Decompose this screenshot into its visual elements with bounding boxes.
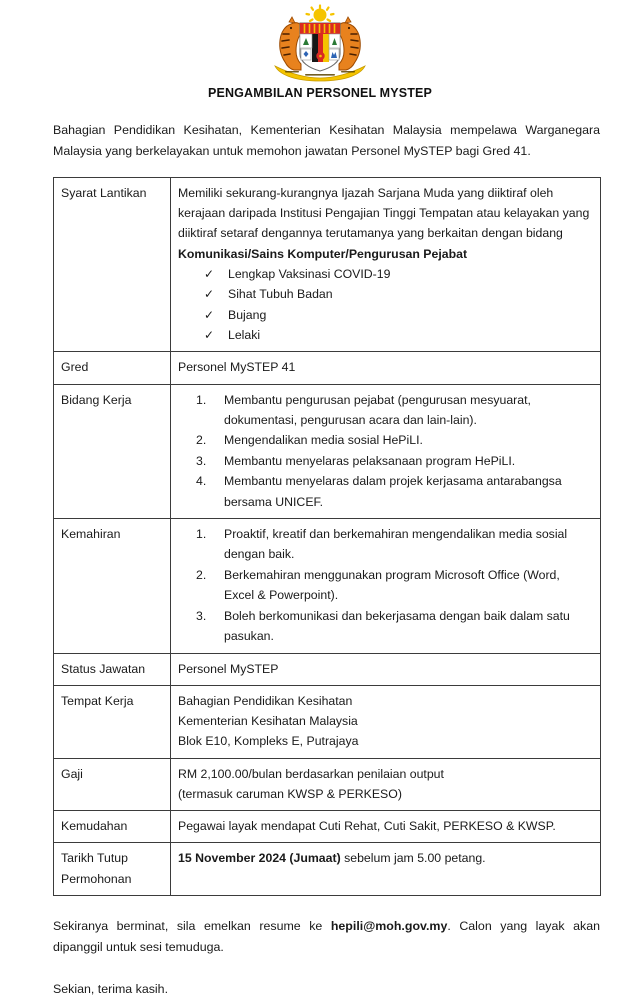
list-item-label: Bujang [228, 307, 267, 322]
table-row [54, 811, 601, 843]
list-item-label: Membantu menyelaras pelaksanaan program HePiLI. [224, 453, 516, 468]
row-label-status-jawatan: Status Jawatan [54, 653, 171, 685]
row-label-kemudahan: Kemudahan [54, 811, 171, 843]
list-item-label: Boleh berkomunikasi dan bekerjasama dengan baik dalam satu pasukan. [224, 608, 570, 644]
bidang-kerja-list [178, 390, 593, 512]
list-item [204, 325, 593, 345]
table-row [54, 758, 601, 811]
list-item [196, 565, 593, 606]
check-icon: ✓ [204, 287, 215, 302]
row-label-tarikh-tutup [54, 843, 171, 896]
address-line: Kementerian Kesihatan Malaysia [178, 714, 358, 729]
syarat-text-bold: Komunikasi/Sains Komputer/Pengurusan Pejabat [178, 246, 468, 261]
syarat-text-normal: Memiliki sekurang-kurangnya Ijazah Sarjana Muda yang diiktiraf oleh kerajaan daripada Institusi Pengajian Tinggi Tempatan atau kelayakan yang diiktiraf setaraf dengannya terutamanya yang berkaitan dengan bidang [178, 186, 590, 241]
closing-text-after: . Calon yang layak akan dipanggil untuk sesi temuduga. [53, 919, 600, 954]
table-row [54, 653, 601, 685]
list-item [204, 264, 593, 284]
closing-text-before: Sekiranya berminat, sila emelkan resume ke [53, 919, 331, 933]
crest-container [0, 0, 640, 82]
list-item [196, 430, 593, 450]
row-value-tempat-kerja [171, 685, 601, 758]
closing-paragraph [53, 916, 600, 957]
row-label-gaji: Gaji [54, 758, 171, 811]
malaysia-coat-of-arms-icon [261, 4, 379, 82]
label-line: Tarikh Tutup [61, 851, 128, 866]
row-value-gaji [171, 758, 601, 811]
row-value-status-jawatan: Personel MySTEP [171, 653, 601, 685]
list-item-label: Membantu menyelaras dalam projek kerjasama antarabangsa bersama UNICEF. [224, 474, 562, 509]
row-value-bidang-kerja [171, 384, 601, 518]
check-icon: ✓ [204, 328, 215, 343]
closing-date: 15 November 2024 (Jumaat) [178, 851, 341, 866]
closing-time: sebelum jam 5.00 petang. [340, 851, 486, 866]
row-label-kemahiran: Kemahiran [54, 519, 171, 653]
intro-paragraph: Bahagian Pendidikan Kesihatan, Kementerian Kesihatan Malaysia mempelawa Warganegara Malaysia yang berkelayakan untuk memohon jawatan Personel MySTEP bagi Gred 41. [53, 123, 600, 158]
shield-icon [300, 23, 340, 71]
address-line: Blok E10, Kompleks E, Putrajaya [178, 734, 359, 749]
list-item [196, 390, 593, 431]
salary-line: (termasuk caruman KWSP & PERKESO) [178, 786, 402, 801]
address-line: Bahagian Pendidikan Kesihatan [178, 693, 353, 708]
page-title: PENGAMBILAN PERSONEL MYSTEP [208, 86, 432, 100]
row-label-tempat-kerja: Tempat Kerja [54, 685, 171, 758]
row-value-syarat-lantikan [171, 178, 601, 352]
table-row [54, 384, 601, 518]
table-row [54, 352, 601, 384]
list-item [204, 284, 593, 304]
check-icon: ✓ [204, 307, 215, 322]
row-value-tarikh-tutup [171, 843, 601, 896]
row-label-gred: Gred [54, 352, 171, 384]
list-item [204, 305, 593, 325]
syarat-check-list [178, 264, 593, 346]
list-item [196, 524, 593, 565]
list-item-label: Sihat Tubuh Badan [228, 287, 333, 302]
tiger-left-icon [280, 17, 302, 70]
kemahiran-list [178, 524, 593, 646]
table-row [54, 178, 601, 352]
list-item-label: Lelaki [228, 328, 261, 343]
list-item-label: Berkemahiran menggunakan program Microsoft Office (Word, Excel & Powerpoint). [224, 567, 560, 603]
check-icon: ✓ [204, 266, 215, 281]
row-label-bidang-kerja: Bidang Kerja [54, 384, 171, 518]
row-value-kemudahan: Pegawai layak mendapat Cuti Rehat, Cuti Sakit, PERKESO & KWSP. [171, 811, 601, 843]
table-row [54, 843, 601, 896]
row-value-kemahiran [171, 519, 601, 653]
list-item [196, 606, 593, 647]
tiger-right-icon [338, 17, 360, 70]
list-item-label: Lengkap Vaksinasi COVID-19 [228, 266, 391, 281]
list-item-label: Membantu pengurusan pejabat (pengurusan mesyuarat, dokumentasi, pengurusan acara dan lain-lain). [224, 392, 531, 428]
row-value-gred: Personel MySTEP 41 [171, 352, 601, 384]
salary-line: RM 2,100.00/bulan berdasarkan penilaian output [178, 766, 444, 781]
list-item [196, 471, 593, 512]
list-item-label: Mengendalikan media sosial HePiLI. [224, 433, 423, 448]
table-row [54, 685, 601, 758]
list-item-label: Proaktif, kreatif dan berkemahiran mengendalikan media sosial dengan baik. [224, 527, 568, 562]
job-details-table [53, 177, 601, 896]
list-item [196, 451, 593, 471]
row-label-syarat-lantikan: Syarat Lantikan [54, 178, 171, 352]
signoff-paragraph: Sekian, terima kasih. [53, 982, 169, 996]
label-line: Permohonan [61, 871, 132, 886]
table-row [54, 519, 601, 653]
contact-email[interactable]: hepili@moh.gov.my [330, 919, 448, 933]
